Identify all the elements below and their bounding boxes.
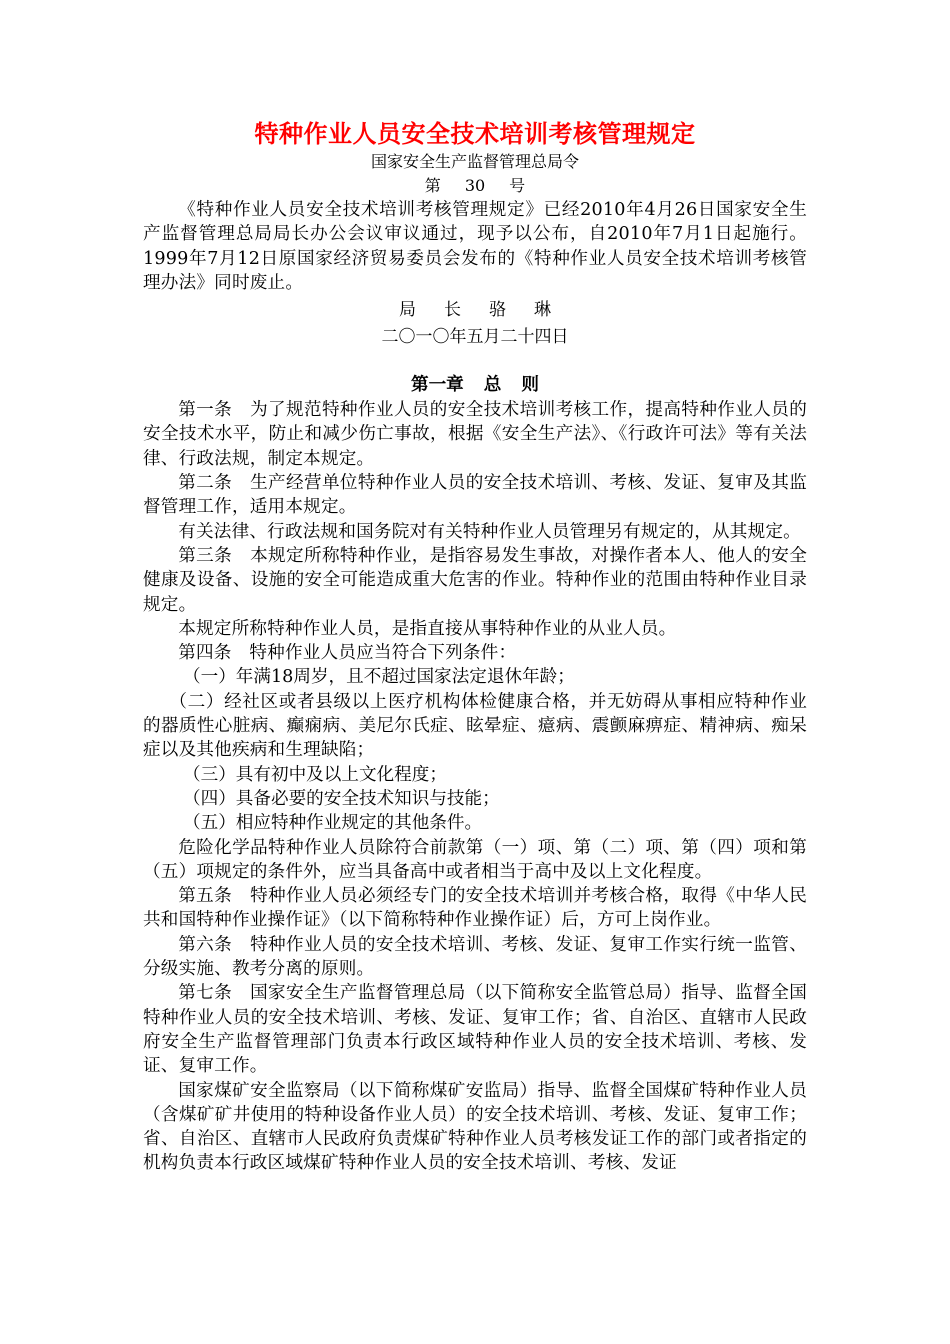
signer-role-1: 局 xyxy=(399,300,416,321)
document-title: 特种作业人员安全技术培训考核管理规定 xyxy=(254,119,696,148)
article-4-item-1: （一）年满18周岁，且不超过国家法定退休年龄； xyxy=(183,667,575,688)
article-4-item-4: （四）具备必要的安全技术知识与技能； xyxy=(183,788,500,809)
order-number: 30 xyxy=(464,176,486,195)
article-7-paragraph-2: 国家煤矿安全监察局（以下简称煤矿安监局）指导、监督全国煤矿特种作业人员（含煤矿矿井使用的特种设备作业人员）的安全技术培训、考核、发证、复审工作；省、自治区、直辖市人民政府负责煤矿特种作业人员考核发证工作的部门或者指定的机构负责本行政区域煤矿特种作业人员的安全技术培训、考核、发证 xyxy=(143,1080,807,1174)
signer-name-2: 琳 xyxy=(534,300,551,321)
article-4: 第四条 特种作业人员应当符合下列条件： xyxy=(178,643,517,664)
article-2-paragraph-2: 有关法律、行政法规和国务院对有关特种作业人员管理另有规定的，从其规定。 xyxy=(178,521,801,542)
signing-date: 二〇一〇年五月二十四日 xyxy=(381,327,569,348)
article-4-item-5: （五）相应特种作业规定的其他条件。 xyxy=(183,813,483,834)
chapter-label: 第一章 xyxy=(410,374,464,396)
signer-role-2: 长 xyxy=(444,300,461,321)
article-1: 第一条 为了规范特种作业人员的安全技术培训考核工作，提高特种作业人员的安全技术水平，防止和减少伤亡事故，根据《安全生产法》、《行政许可法》等有关法律、行政法规，制定本规定。 xyxy=(143,400,807,469)
order-prefix: 第 xyxy=(424,176,441,195)
chapter-name-1: 总 xyxy=(483,374,502,396)
signer-name-1: 骆 xyxy=(489,300,506,321)
article-5: 第五条 特种作业人员必须经专门的安全技术培训并考核合格，取得《中华人民共和国特种作业操作证》（以下简称特种作业操作证）后，方可上岗作业。 xyxy=(143,886,807,931)
article-7: 第七条 国家安全生产监督管理总局（以下简称安全监管总局）指导、监督全国特种作业人员的安全技术培训、考核、发证、复审工作；省、自治区、直辖市人民政府安全生产监督管理部门负责本行政区域特种作业人员的安全技术培训、考核、发证、复审工作。 xyxy=(143,983,807,1077)
chapter-name-2: 则 xyxy=(521,374,539,396)
article-3-paragraph-2: 本规定所称特种作业人员，是指直接从事特种作业的从业人员。 xyxy=(178,618,677,639)
article-3: 第三条 本规定所称特种作业，是指容易发生事故，对操作者本人、他人的安全健康及设备、设施的安全可能造成重大危害的作业。特种作业的范围由特种作业目录规定。 xyxy=(143,545,807,615)
article-4-item-3: （三）具有初中及以上文化程度； xyxy=(183,764,447,785)
article-6: 第六条 特种作业人员的安全技术培训、考核、发证、复审工作实行统一监管、分级实施、教考分离的原则。 xyxy=(143,934,807,980)
chapter-heading xyxy=(143,372,807,398)
issuer-line: 国家安全生产监督管理总局令 xyxy=(370,152,579,171)
article-4-paragraph-2: 危险化学品特种作业人员除符合前款第（一）项、第（二）项、第（四）项和第（五）项规定的条件外，应当具备高中或者相当于高中及以上文化程度。 xyxy=(143,837,807,882)
article-4-item-2: （二）经社区或者县级以上医疗机构体检健康合格，并无妨碍从事相应特种作业的器质性心脏病、癫痫病、美尼尔氏症、眩晕症、癔病、震颤麻痹症、精神病、痴呆症以及其他疾病和生理缺陷； xyxy=(143,691,807,761)
document-page xyxy=(143,118,807,1176)
signer-line xyxy=(143,297,807,324)
order-number-line xyxy=(143,174,807,198)
order-suffix: 号 xyxy=(509,176,526,195)
preamble-paragraph: 《特种作业人员安全技术培训考核管理规定》已经2010年4月26日国家安全生产监督管理总局局长办公会议审议通过，现予以公布，自2010年7月1日起施行。1999年7月12日原国家经济贸易委员会发布的《特种作业人员安全技术培训考核管理办法》同时废止。 xyxy=(143,200,807,293)
article-2: 第二条 生产经营单位特种作业人员的安全技术培训、考核、发证、复审及其监督管理工作，适用本规定。 xyxy=(143,473,807,518)
